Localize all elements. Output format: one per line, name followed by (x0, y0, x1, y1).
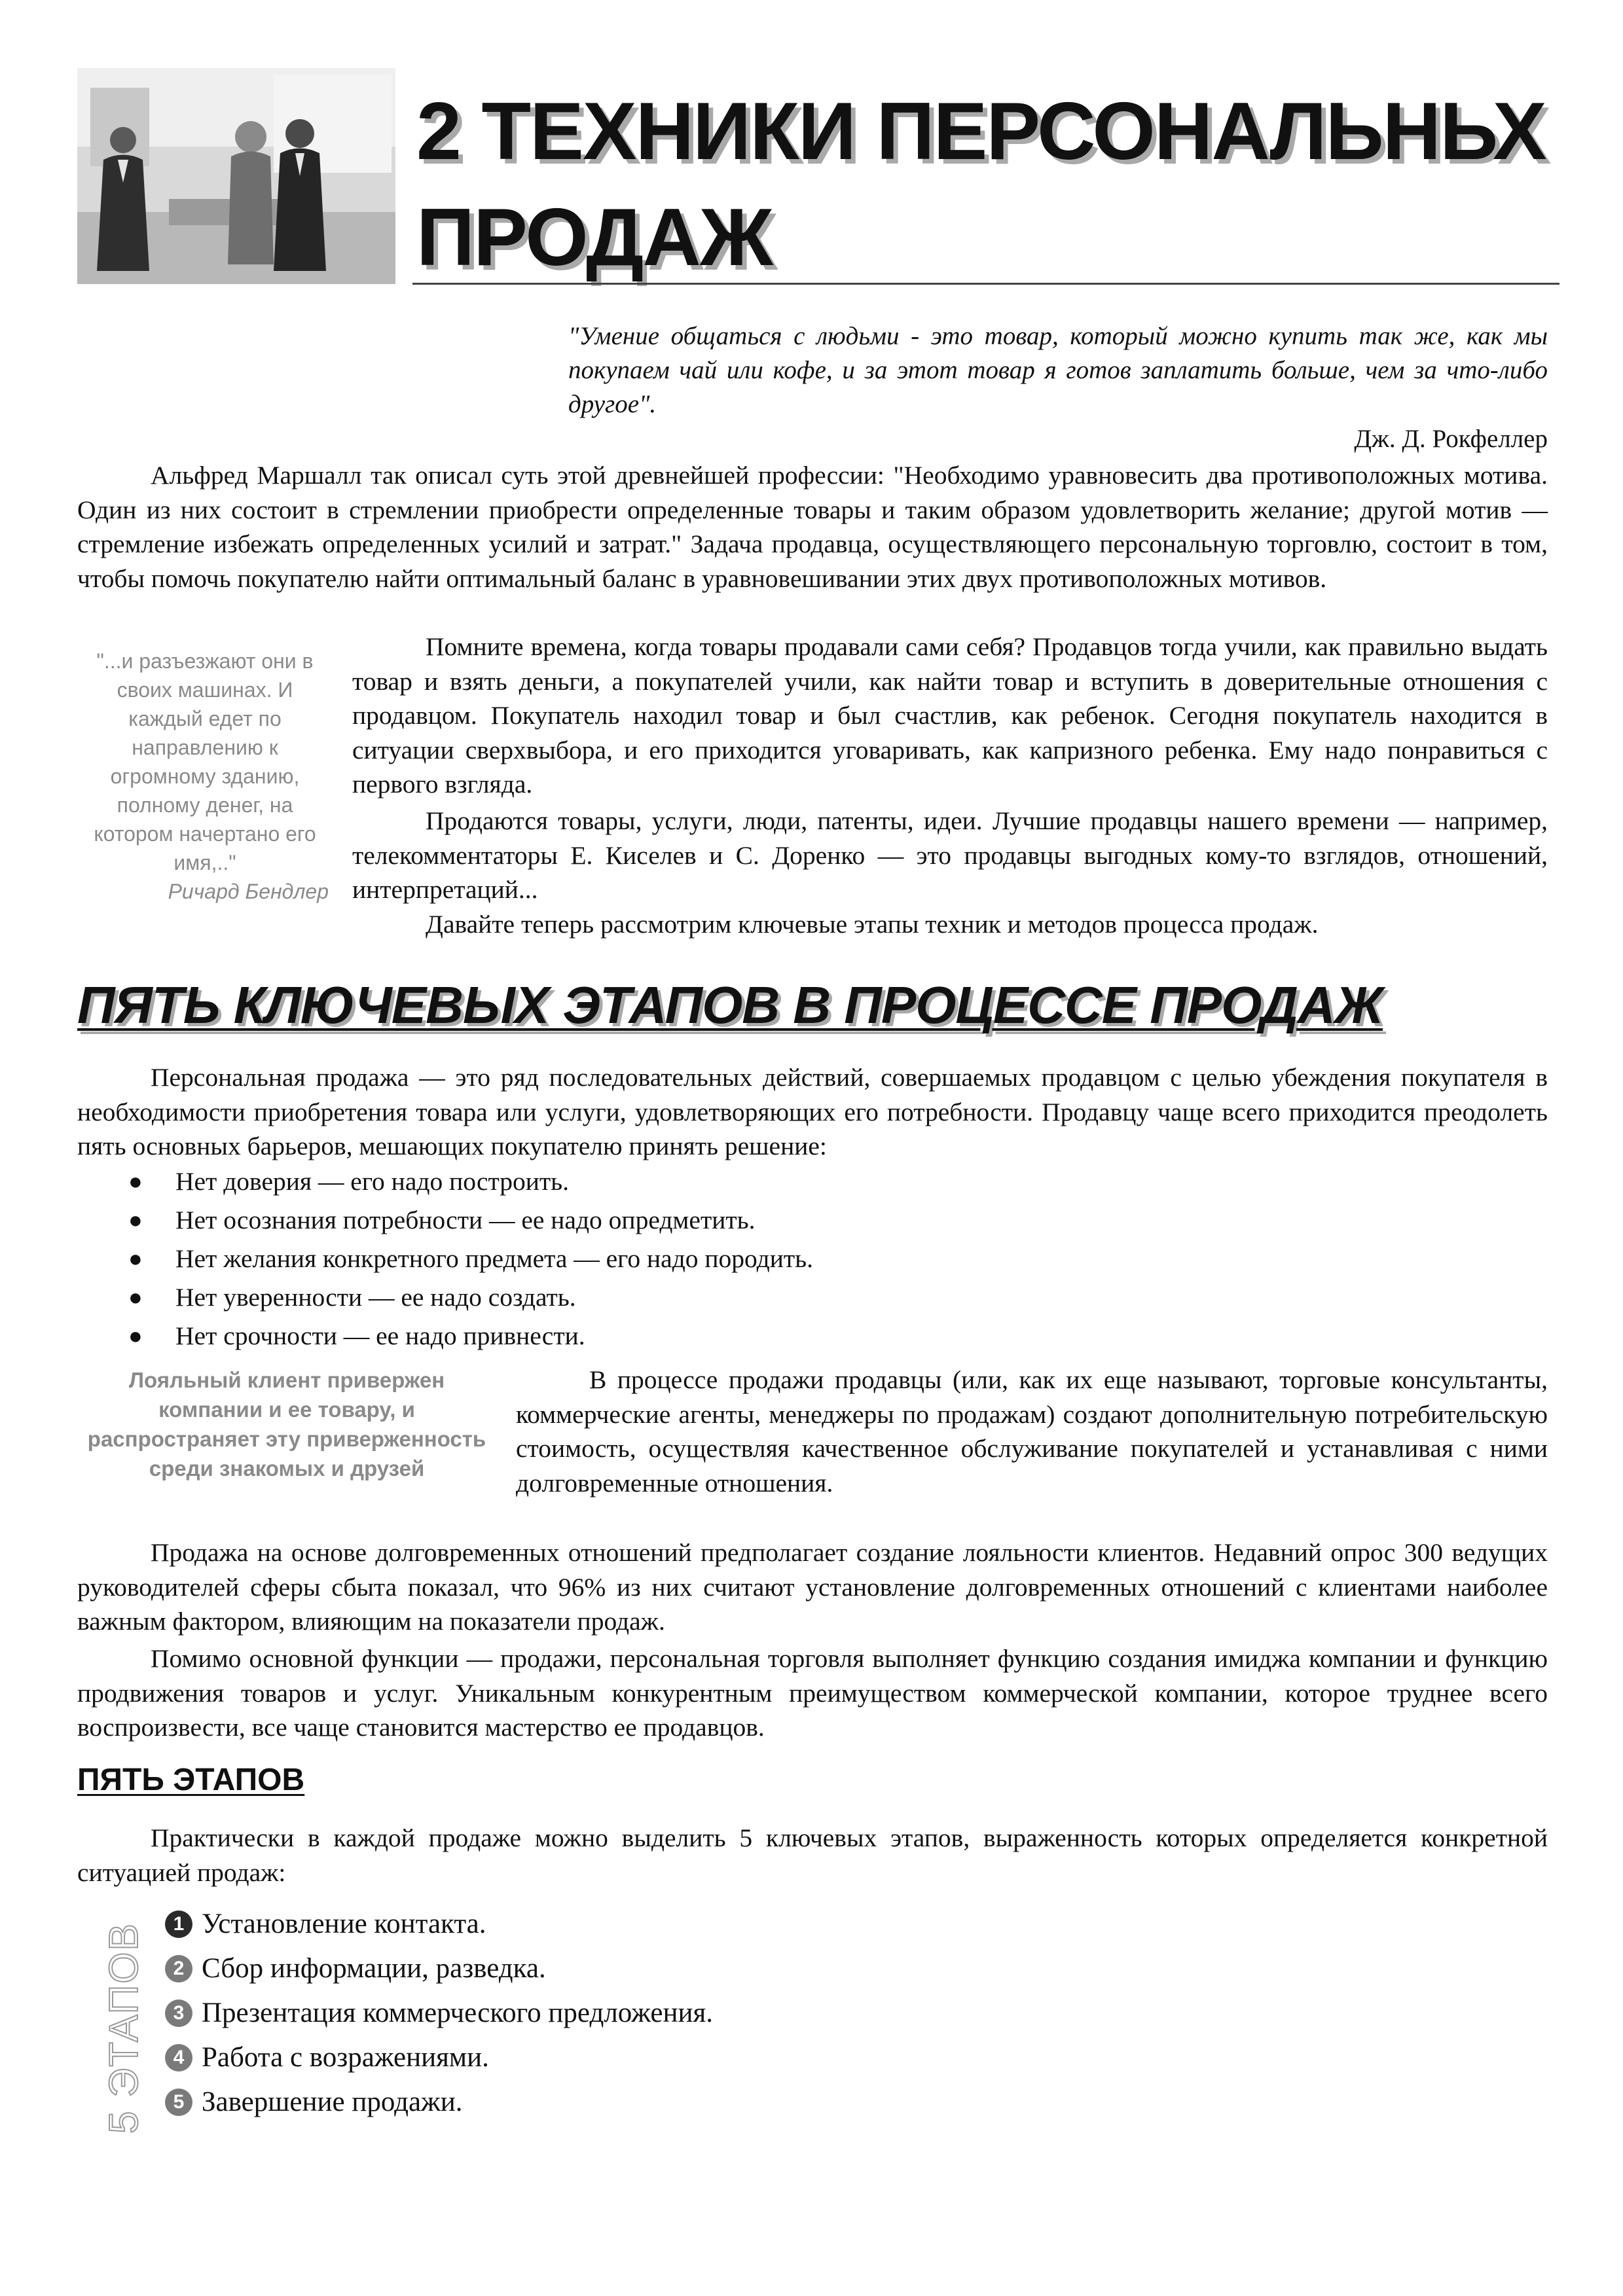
stage-number-icon: 3 (165, 2000, 192, 2027)
list-item: ● Нет уверенности — ее надо создать. (77, 1278, 1518, 1317)
section-heading: ПЯТЬ КЛЮЧЕВЫХ ЭТАПОВ В ПРОЦЕССЕ ПРОДАЖ (77, 976, 1383, 1034)
chapter-title-line-1: 2 ТЕХНИКИ ПЕРСОНАЛЬНЬХ (416, 86, 1546, 177)
sub-heading: ПЯТЬ ЭТАПОВ (77, 1763, 305, 1797)
paragraph-personal-sale: Персональная продажа — это ряд последовательных действий, совершаемых продавцом с целью убеждения покупателя в необходимости приобретения товара или услуги, удовлетворяющих его потребности. Продавцу чаще всего приходится преодолеть пять основных барьеров, мешающих покупателю принять решение: (77, 1063, 1548, 1160)
stage-label: Презентация коммерческого предложения. (202, 1998, 713, 2028)
list-item: ● Нет срочности — ее надо привнести. (77, 1317, 1518, 1355)
side-quote (77, 647, 333, 906)
stage-number-icon: 5 (165, 2089, 192, 2116)
paragraph-main-function: Помимо основной функции — продажи, персональная торговля выполняет функцию создания имиджа компании и функцию продвижения товаров и услуг. Уникальным конкурентным преимуществом коммерческой компании, которое труднее всего воспроизвести, все чаще становится мастерство ее продавцов. (77, 1644, 1548, 1742)
stage-label: Завершение продажи. (202, 2087, 463, 2117)
paragraph-sold: Продаются товары, услуги, люди, патенты, идеи. Лучшие продавцы нашего времени — например, телекомментаторы Е. Киселев и С. Доренко — это продавцы выгодных кому-то взглядов, отношений, интерпретаций... (352, 806, 1548, 904)
stage-label: Установление контакта. (202, 1909, 486, 1939)
paragraph-long-term: Продажа на основе долговременных отношений предполагает создание лояльности клиентов. Недавний опрос 300 ведущих руководителей сферы сбыта показал, что 96% из них считают установление долговременных отношений с клиентами наиболее важным фактором, влияющим на показатели продаж. (77, 1538, 1548, 1636)
bullet-icon: ● (128, 1168, 143, 1194)
side-quote-text: "...и разъезжают они в своих машинах. И каждый едет по направлению к огромному зданию, полному денег, на котором начертано его имя,.." (94, 649, 316, 874)
paragraph-lets-consider: Давайте теперь рассмотрим ключевые этапы техник и методов процесса продаж. (426, 910, 1319, 939)
title-divider (412, 283, 1559, 285)
chapter-title-line-2: ПРОДАЖ (416, 192, 772, 283)
epigraph-quote: "Умение общаться с людьми - это товар, который можно купить так же, как мы покупаем чай или кофе, и за этот товар я готов заплатить больше, чем за что-либо другое". (568, 322, 1548, 418)
epigraph-author: Дж. Д. Рокфеллер (1354, 425, 1548, 453)
side-quote-author: Ричард Бендлер (168, 880, 329, 903)
stage-item (165, 2036, 1213, 2080)
bullet-icon: ● (128, 1207, 143, 1233)
header-photo (77, 68, 395, 284)
stage-item (165, 1991, 1213, 2036)
list-item: ● Нет желания конкретного предмета — его надо породить. (77, 1240, 1518, 1278)
stage-number-icon: 2 (165, 1955, 192, 1982)
paragraph-sales-process: В процессе продажи продавцы (или, как их еще называют, торговые консультанты, коммерческие агенты, менеджеры по продажам) создают дополнительную потребительскую стоимость, осуществляя качественное обслуживание покупателей и устанавливая с ними долговременные отношения. (516, 1365, 1548, 1498)
stages-list (165, 1902, 1213, 2125)
paragraph-times: Помните времена, когда товары продавали сами себя? Продавцов тогда учили, как правильно выдать товар и взять деньги, а покупателей учили, как найти товар и вступить в доверительные отношения с продавцом. Покупатель находил товар и был счастлив, как ребенок. Сегодня покупатель находится в ситуации сверхвыбора, и его приходится уговаривать, как капризного ребенка. Ему надо понравиться с первого взгляда. (352, 632, 1548, 798)
stages-side-label (85, 1905, 157, 2140)
stages-side-label-text: 5 ЭТАПОВ (101, 1922, 147, 2134)
bullet-icon: ● (128, 1323, 143, 1349)
list-item: ● Нет доверия — его надо построить. (77, 1162, 1518, 1201)
bullet-icon: ● (128, 1284, 143, 1310)
stage-item (165, 1946, 1213, 1991)
side-note: Лояльный клиент привержен компании и ее товару, и распространяет эту приверженность среди знакомых и друзей (87, 1368, 486, 1480)
stage-item (165, 1902, 1213, 1946)
chapter-title (416, 79, 1569, 291)
stage-number-icon: 4 (165, 2044, 192, 2072)
stage-number-icon: 1 (165, 1910, 192, 1938)
bullet-icon: ● (128, 1246, 143, 1272)
paragraph-five-stages: Практически в каждой продаже можно выделить 5 ключевых этапов, выраженность которых определяется конкретной ситуацией продаж: (77, 1823, 1548, 1887)
list-item: ● Нет осознания потребности — ее надо опредметить. (77, 1201, 1518, 1240)
barriers-list (77, 1162, 1518, 1355)
stage-item (165, 2080, 1213, 2125)
stage-label: Сбор информации, разведка. (202, 1953, 546, 1984)
stage-label: Работа с возражениями. (202, 2042, 489, 2073)
paragraph-marshall: Альфред Маршалл так описал суть этой древнейшей профессии: "Необходимо уравновесить два противоположных мотива. Один из них состоит в стремлении приобрести определенные товары и таким образом удовлетворить желание; другой мотив — стремление избежать определенных усилий и затрат." Задача продавца, осуществляющего персональную торговлю, состоит в том, чтобы помочь покупателю найти оптимальный баланс в уравновешивании этих двух противоположных мотивов. (77, 461, 1548, 593)
